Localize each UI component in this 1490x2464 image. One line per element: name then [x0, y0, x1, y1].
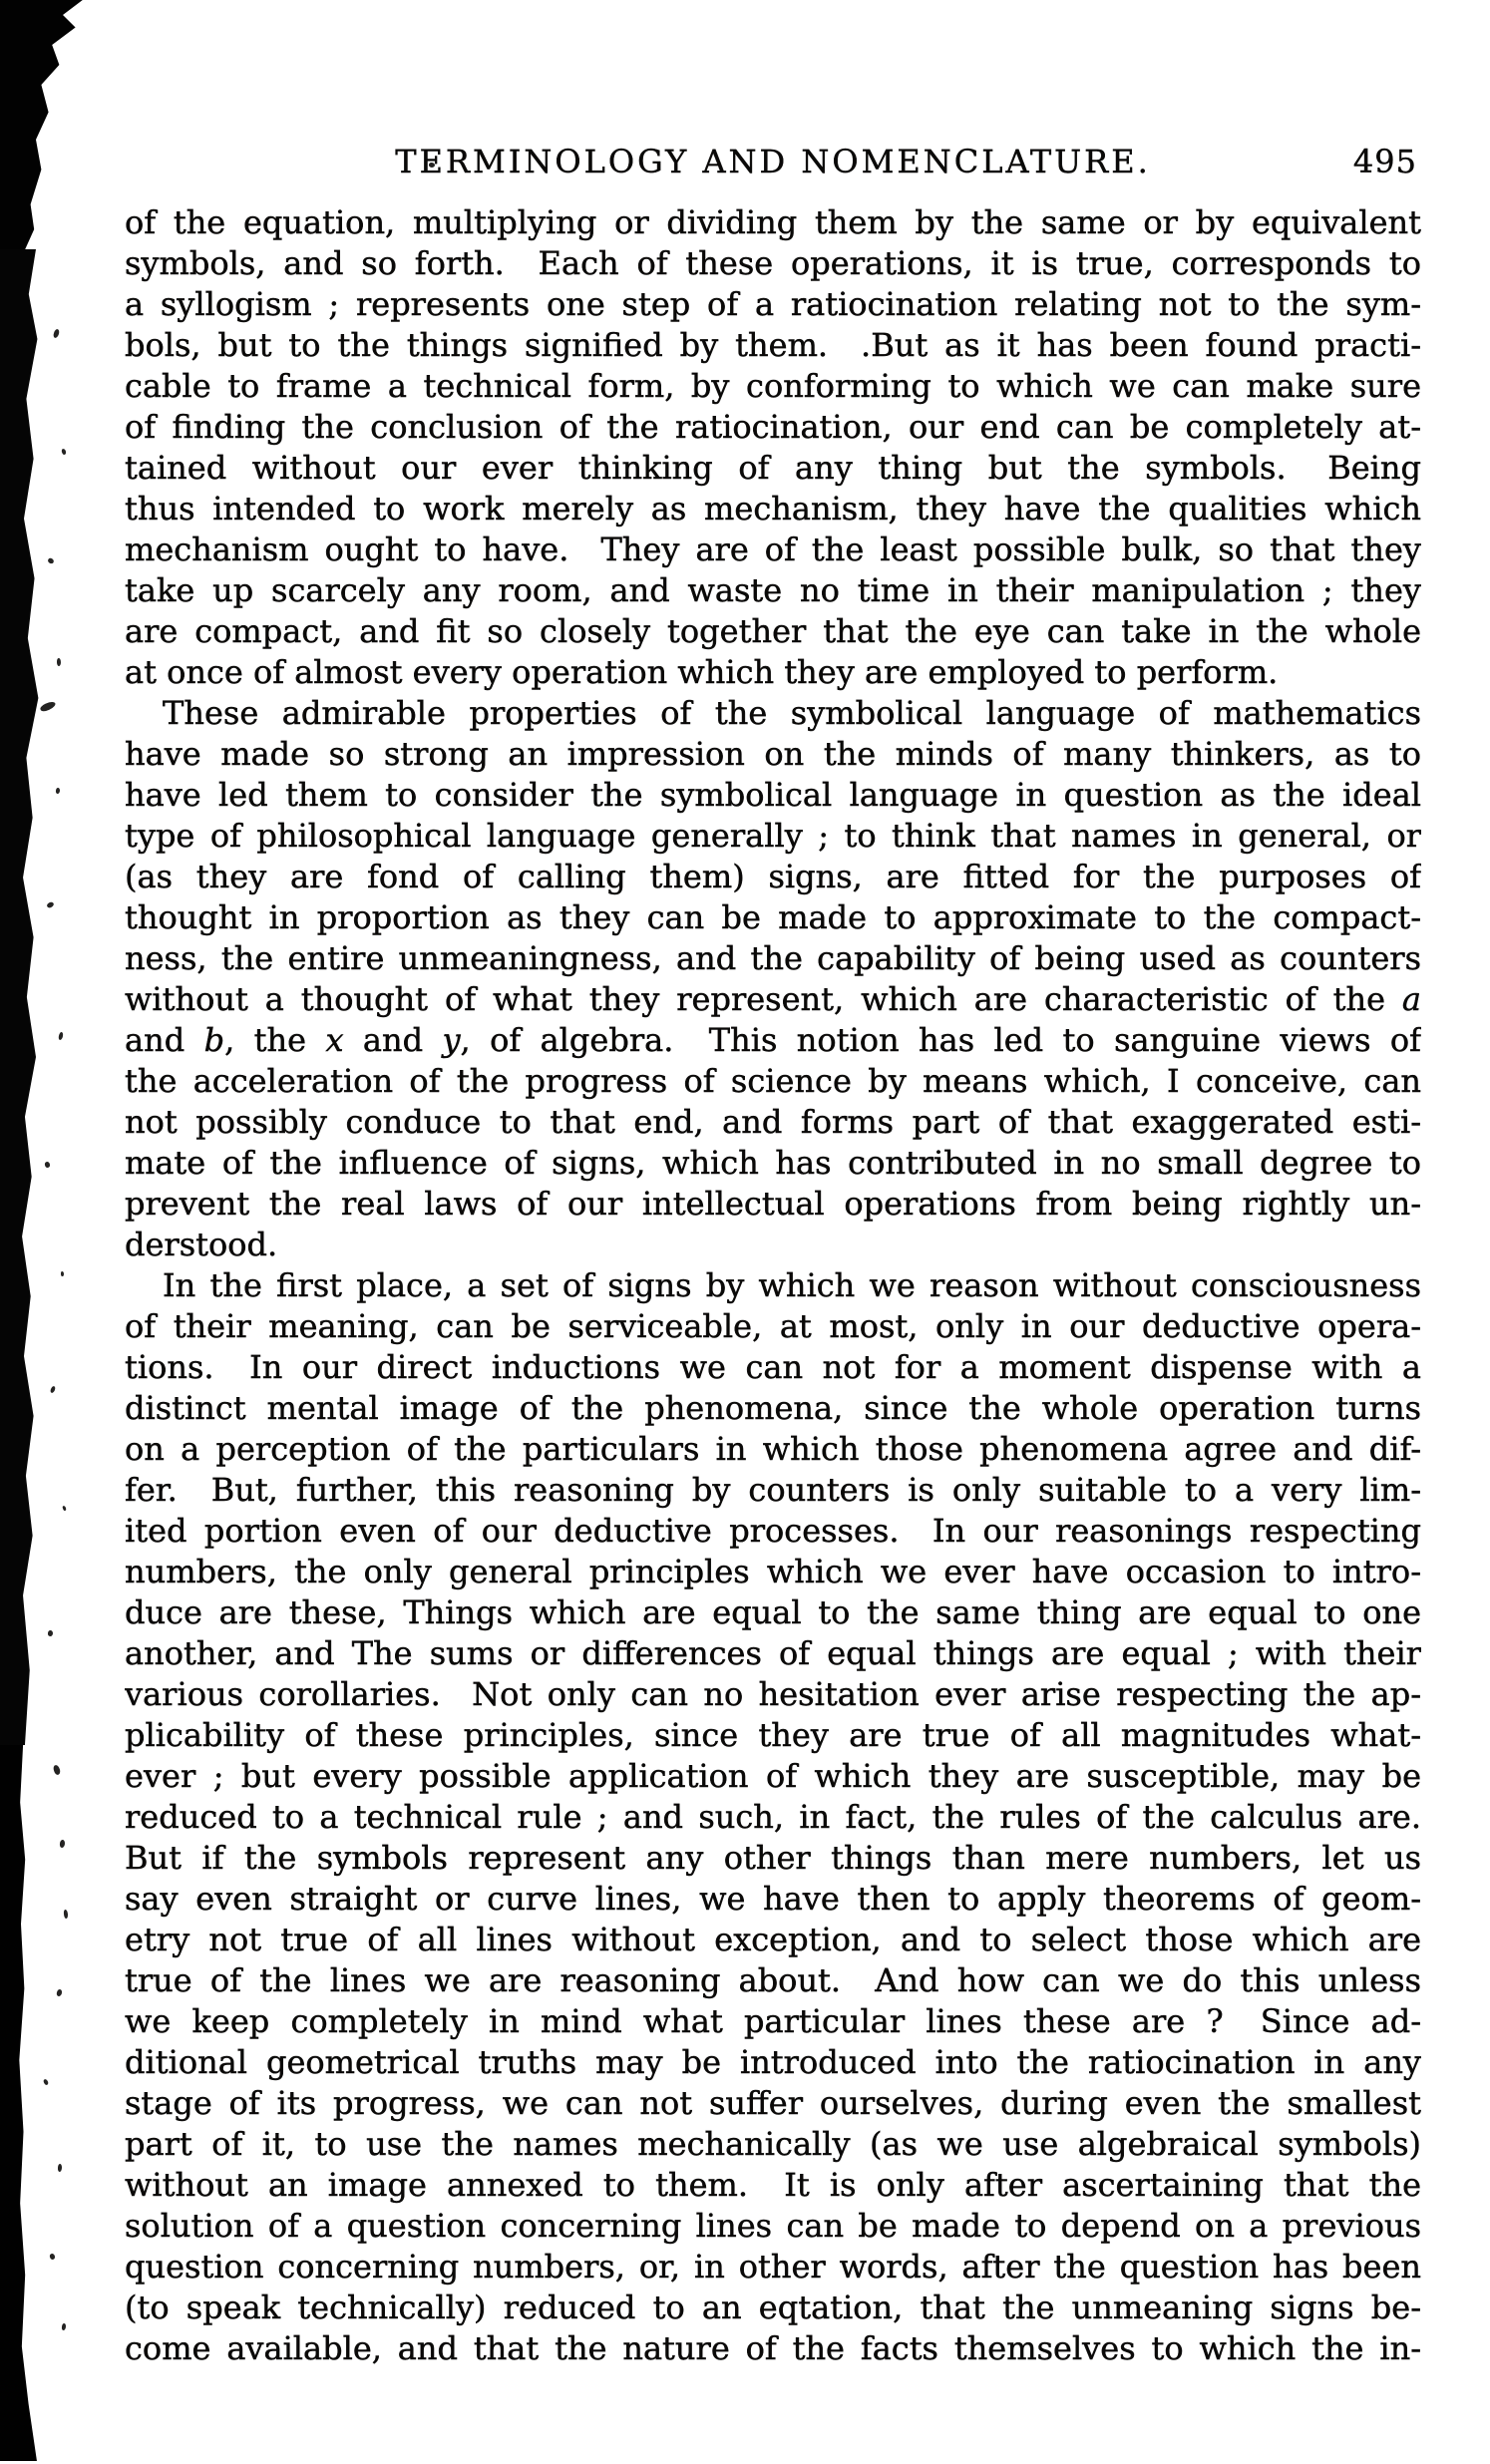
text-line: stage of its progress, we can not suffer ourselves, during even the smallest — [125, 2084, 1421, 2122]
ink-speck — [56, 1988, 63, 1996]
text-line: symbols, and so forth. Each of these operations, it is true, corresponds to — [125, 244, 1421, 282]
text-line: the acceleration of the progress of science by means which, I conceive, can — [125, 1062, 1421, 1100]
text-line: These admirable properties of the symbolical language of mathematics — [163, 694, 1421, 732]
ink-speck — [58, 2164, 63, 2172]
text-line: plicability of these principles, since they are true of all magnitudes what- — [125, 1716, 1421, 1754]
text-line: tions. In our direct inductions we can not for a moment dispense with a — [125, 1348, 1421, 1386]
text-line: say even straight or curve lines, we have then to apply theorems of geom- — [125, 1880, 1421, 1918]
scan-gutter-blob — [0, 0, 90, 249]
text-line: various corollaries. Not only can no hesitation ever arise respecting the ap- — [125, 1675, 1421, 1713]
ink-speck — [50, 1385, 57, 1393]
text-line: ditional geometrical truths may be introduced into the ratiocination in any — [125, 2043, 1421, 2081]
scan-gutter-shadow-upper — [0, 249, 48, 1745]
text-line: another, and The sums or differences of equal things are equal ; with their — [125, 1634, 1421, 1672]
text-line: duce are these, Things which are equal to the same thing are equal to one — [125, 1593, 1421, 1631]
ink-speck — [43, 2078, 49, 2085]
text-line: thus intended to work merely as mechanism, they have the qualities which — [125, 490, 1421, 528]
text-line: mate of the influence of signs, which has contributed in no small degree to — [125, 1144, 1421, 1182]
text-line: have made so strong an impression on the minds of many thinkers, as to — [125, 735, 1421, 773]
text-line: distinct mental image of the phenomena, since the whole operation turns — [125, 1389, 1421, 1427]
text-line: mechanism ought to have. They are of the least possible bulk, so that they — [125, 530, 1421, 568]
ink-speck — [62, 1506, 67, 1512]
ink-speck — [56, 788, 61, 795]
ink-speck — [61, 449, 66, 456]
text-line: numbers, the only general principles which we ever have occasion to intro- — [125, 1553, 1421, 1590]
page-number: 495 — [1352, 143, 1417, 180]
running-header — [125, 143, 1421, 186]
text-line: not possibly conduce to that end, and forms part of that exaggerated esti- — [125, 1103, 1421, 1141]
text-line: a syllogism ; represents one step of a ratiocination relating not to the sym- — [125, 285, 1421, 323]
text-line: tained without our ever thinking of any thing but the symbols. Being — [125, 449, 1421, 487]
text-line: thought in proportion as they can be made to approximate to the compact- — [125, 898, 1421, 936]
text-line: without a thought of what they represent, which are characteristic of the a — [125, 980, 1421, 1018]
text-line: But if the symbols represent any other things than mere numbers, let us — [125, 1839, 1421, 1877]
ink-speck — [61, 2323, 66, 2331]
ink-speck — [58, 1032, 64, 1041]
ink-speck — [48, 1630, 54, 1637]
ink-speck — [57, 658, 61, 666]
text-line: ited portion even of our deductive processes. In our reasonings respecting — [125, 1512, 1421, 1550]
text-line: are compact, and fit so closely together that the eye can take in the whole — [125, 612, 1421, 650]
ink-speck — [39, 700, 56, 713]
text-line: without an image annexed to them. It is only after ascertaining that the — [125, 2166, 1421, 2204]
ink-speck — [53, 1764, 61, 1775]
ink-speck — [45, 1162, 51, 1169]
ink-speck — [61, 1271, 64, 1276]
text-line: of their meaning, can be serviceable, at most, only in our deductive opera- — [125, 1307, 1421, 1345]
text-line: true of the lines we are reasoning about. And how can we do this unless — [125, 1961, 1421, 1999]
ink-speck — [46, 901, 55, 909]
ink-speck — [59, 1840, 65, 1849]
text-line: bols, but to the things signified by them. .But as it has been found practi- — [125, 326, 1421, 364]
text-line: type of philosophical language generally ; to think that names in general, or — [125, 817, 1421, 855]
text-line: (to speak technically) reduced to an eqtation, that the unmeaning signs be- — [125, 2288, 1421, 2326]
text-line: etry not true of all lines without exception, and to select those which are — [125, 1921, 1421, 1958]
text-line: have led them to consider the symbolical language in question as the ideal — [125, 776, 1421, 814]
ink-speck — [53, 328, 61, 338]
text-line: prevent the real laws of our intellectual operations from being rightly un- — [125, 1185, 1421, 1223]
text-line: In the first place, a set of signs by which we reason without consciousness — [163, 1266, 1421, 1304]
text-line: on a perception of the particulars in which those phenomena agree and dif- — [125, 1430, 1421, 1468]
text-line: take up scarcely any room, and waste no time in their manipulation ; they — [125, 571, 1421, 609]
text-line: we keep completely in mind what particular lines these are ? Since ad- — [125, 2002, 1421, 2040]
text-line: question concerning numbers, or, in other words, after the question has been — [125, 2248, 1421, 2286]
page-body-text — [125, 202, 1421, 2369]
text-line: derstood. — [125, 1226, 278, 1263]
ink-speck — [64, 1910, 69, 1919]
text-line: at once of almost every operation which they are employed to perform. — [125, 653, 1279, 691]
text-line: fer. But, further, this reasoning by counters is only suitable to a very lim- — [125, 1471, 1421, 1509]
text-line: and b, the x and y, of algebra. This notion has led to sanguine views of — [125, 1021, 1421, 1059]
text-line: of the equation, multiplying or dividing them by the same or by equivalent — [125, 203, 1421, 241]
text-line: cable to frame a technical form, by conforming to which we can make sure — [125, 367, 1421, 405]
text-line: reduced to a technical rule ; and such, in fact, the rules of the calculus are. — [125, 1798, 1421, 1836]
ink-speck — [47, 557, 55, 564]
scan-gutter-shadow-lower — [0, 1745, 42, 2461]
text-line: ever ; but every possible application of which they are susceptible, may be — [125, 1757, 1421, 1795]
ink-speck — [49, 2253, 55, 2260]
text-line: of finding the conclusion of the ratiocination, our end can be completely at- — [125, 408, 1421, 446]
text-line: part of it, to use the names mechanically (as we use algebraical symbols) — [125, 2125, 1421, 2163]
text-line: come available, and that the nature of the facts themselves to which the in- — [125, 2329, 1421, 2367]
text-line: ness, the entire unmeaningness, and the capability of being used as counters — [125, 939, 1421, 977]
text-line: (as they are fond of calling them) signs, are fitted for the purposes of — [125, 858, 1421, 895]
running-header-title: TERMINOLOGY AND NOMENCLATURE. — [395, 143, 1151, 180]
text-line: solution of a question concerning lines can be made to depend on a previous — [125, 2207, 1421, 2245]
